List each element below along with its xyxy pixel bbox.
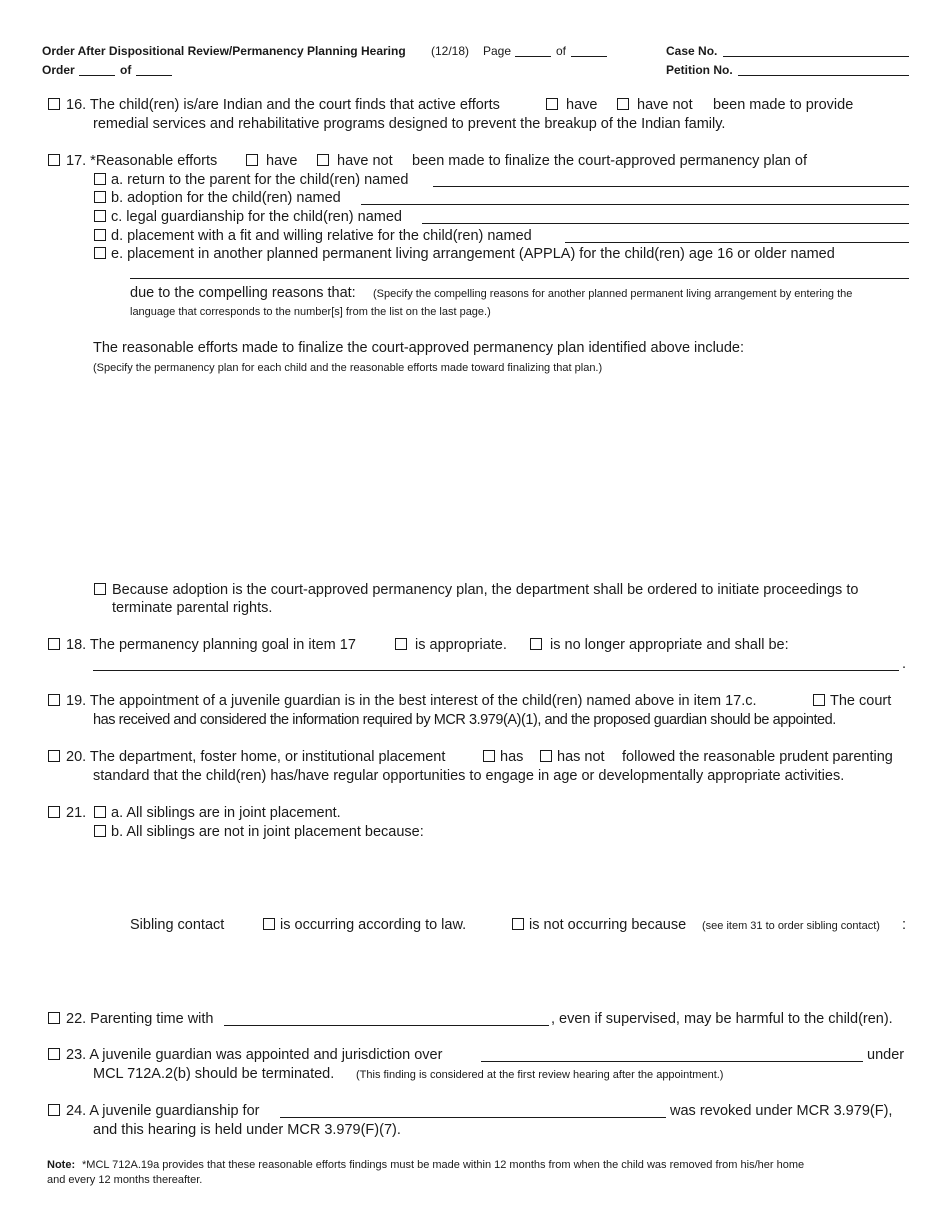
item17-checkbox[interactable] — [48, 154, 60, 166]
item16-text: 16. The child(ren) is/are Indian and the court finds that active efforts — [66, 97, 500, 113]
item16-have-not-checkbox[interactable] — [617, 98, 629, 110]
item24-text: 24. A juvenile guardianship for — [66, 1103, 260, 1119]
adoption-checkbox[interactable] — [94, 583, 106, 595]
form-code: (12/18) — [431, 44, 470, 58]
item17-text-end: been made to finalize the court-approved permanency plan of — [412, 153, 807, 169]
item23-checkbox[interactable] — [48, 1048, 60, 1060]
item18-appropriate-label: is appropriate. — [415, 637, 507, 653]
case-no-label: Case No. — [666, 44, 718, 58]
order-total-field[interactable] — [136, 75, 172, 76]
item20-has-not-checkbox[interactable] — [540, 750, 552, 762]
sibling-contact-label: Sibling contact — [130, 917, 225, 933]
efforts-note: (Specify the permanency plan for each child and the reasonable efforts made toward finalizing that plan.) — [93, 362, 603, 374]
note-line-2: and every 12 months thereafter. — [47, 1174, 203, 1186]
page-of-label: of — [556, 44, 567, 58]
page-total-field[interactable] — [571, 56, 607, 57]
item17b-label: b. adoption for the child(ren) named — [111, 190, 341, 206]
item16-have-checkbox[interactable] — [546, 98, 558, 110]
sibling-not-occurring-note: (see item 31 to order sibling contact) — [702, 920, 880, 932]
page-number-field[interactable] — [515, 56, 551, 57]
order-label: Order — [42, 63, 75, 77]
item17-have-not-label: have not — [337, 153, 393, 169]
item17b-name-field[interactable] — [361, 204, 909, 205]
efforts-text-area[interactable] — [93, 380, 909, 575]
item20-has-not-label: has not — [557, 749, 605, 765]
item20-checkbox[interactable] — [48, 750, 60, 762]
item18-not-appropriate-checkbox[interactable] — [530, 638, 542, 650]
item19-text: 19. The appointment of a juvenile guardian is in the best interest of the child(ren) named above in item 17.c. — [66, 693, 757, 709]
page-label: Page — [483, 44, 512, 58]
item21-checkbox[interactable] — [48, 806, 60, 818]
item22-text: 22. Parenting time with — [66, 1011, 214, 1027]
item17-have-checkbox[interactable] — [246, 154, 258, 166]
compelling-reasons-label: due to the compelling reasons that: — [130, 285, 356, 301]
item17e-label: e. placement in another planned permanent living arrangement (APPLA) for the child(ren) age 16 or older named — [111, 246, 835, 262]
item17c-checkbox[interactable] — [94, 210, 106, 222]
item24-child-field[interactable] — [280, 1117, 666, 1118]
item17d-name-field[interactable] — [565, 242, 909, 243]
compelling-reasons-note-1: (Specify the compelling reasons for another planned permanent living arrangement by entering the — [373, 288, 853, 300]
item17a-checkbox[interactable] — [94, 173, 106, 185]
item24-checkbox[interactable] — [48, 1104, 60, 1116]
item17a-label: a. return to the parent for the child(ren) named — [111, 172, 409, 188]
item20-text: 20. The department, foster home, or institutional placement — [66, 749, 446, 765]
adoption-line-2: terminate parental rights. — [112, 600, 273, 616]
item18-not-appropriate-label: is no longer appropriate and shall be: — [550, 637, 789, 653]
item20-has-checkbox[interactable] — [483, 750, 495, 762]
item17a-name-field[interactable] — [433, 186, 909, 187]
item23-note: (This finding is considered at the first review hearing after the appointment.) — [356, 1069, 724, 1081]
item21b-label: b. All siblings are not in joint placement because: — [111, 824, 424, 840]
item19-court-label: The court — [830, 693, 892, 709]
item19-line2: has received and considered the information required by MCR 3.979(A)(1), and the proposed guardian should be appointed. — [93, 712, 836, 728]
item23-text: 23. A juvenile guardian was appointed and jurisdiction over — [66, 1047, 443, 1063]
petition-no-label: Petition No. — [666, 63, 733, 77]
item16-have-not-label: have not — [637, 97, 693, 113]
item21-number: 21. — [66, 805, 87, 821]
case-no-field[interactable] — [723, 56, 909, 57]
item23-child-field[interactable] — [481, 1061, 863, 1062]
item17e-checkbox[interactable] — [94, 247, 106, 259]
item18-period: . — [902, 656, 907, 672]
sibling-colon: : — [902, 917, 907, 933]
sibling-not-occurring-label: is not occurring because — [529, 917, 687, 933]
sibling-not-occurring-checkbox[interactable] — [512, 918, 524, 930]
item16-checkbox[interactable] — [48, 98, 60, 110]
item17-have-label: have — [266, 153, 298, 169]
item18-text: 18. The permanency planning goal in item 17 — [66, 637, 356, 653]
item23-line2: MCL 712A.2(b) should be terminated. — [93, 1066, 335, 1082]
item18-appropriate-checkbox[interactable] — [395, 638, 407, 650]
item19-court-checkbox[interactable] — [813, 694, 825, 706]
sibling-occurring-label: is occurring according to law. — [280, 917, 467, 933]
compelling-reasons-note-2: language that corresponds to the number[s] from the list on the last page.) — [130, 306, 491, 318]
order-of-label: of — [120, 63, 132, 77]
order-number-field[interactable] — [79, 75, 115, 76]
item21b-reason-area[interactable] — [111, 845, 909, 905]
note-label: Note: — [47, 1159, 76, 1171]
item16-have-label: have — [566, 97, 598, 113]
item17-have-not-checkbox[interactable] — [317, 154, 329, 166]
sibling-reason-area[interactable] — [130, 938, 909, 993]
item22-text-end: , even if supervised, may be harmful to the child(ren). — [551, 1011, 893, 1027]
item17c-label: c. legal guardianship for the child(ren) named — [111, 209, 402, 225]
item24-text-end: was revoked under MCR 3.979(F), — [670, 1103, 893, 1119]
efforts-text: The reasonable efforts made to finalize the court-approved permanency plan identified above include: — [93, 340, 745, 356]
item18-goal-field[interactable] — [93, 670, 899, 671]
item16-text-end: been made to provide — [713, 97, 854, 113]
item21b-checkbox[interactable] — [94, 825, 106, 837]
item21a-label: a. All siblings are in joint placement. — [111, 805, 341, 821]
item18-checkbox[interactable] — [48, 638, 60, 650]
item20-line2: standard that the child(ren) has/have regular opportunities to engage in age or developmentally appropriate activities. — [93, 768, 845, 784]
sibling-occurring-checkbox[interactable] — [263, 918, 275, 930]
item17c-name-field[interactable] — [422, 223, 909, 224]
item23-text-end: under — [867, 1047, 905, 1063]
adoption-line-1: Because adoption is the court-approved permanency plan, the department shall be ordered to initiate proceedings to — [112, 582, 859, 598]
item20-text-end: followed the reasonable prudent parenting — [622, 749, 893, 765]
item22-checkbox[interactable] — [48, 1012, 60, 1024]
item22-parent-field[interactable] — [224, 1025, 549, 1026]
item17b-checkbox[interactable] — [94, 191, 106, 203]
item24-line2: and this hearing is held under MCR 3.979(F)(7). — [93, 1122, 401, 1138]
form-title: Order After Dispositional Review/Permanency Planning Hearing — [42, 44, 406, 58]
item19-checkbox[interactable] — [48, 694, 60, 706]
petition-no-field[interactable] — [738, 75, 909, 76]
item20-has-label: has — [500, 749, 524, 765]
item17e-name-field[interactable] — [130, 278, 909, 279]
note-line-1: *MCL 712A.19a provides that these reasonable efforts findings must be made within 12 months from when the child was removed from his/her home — [82, 1159, 805, 1171]
item17d-checkbox[interactable] — [94, 229, 106, 241]
item17-text: 17. *Reasonable efforts — [66, 153, 218, 169]
item17d-label: d. placement with a fit and willing relative for the child(ren) named — [111, 228, 532, 244]
item21a-checkbox[interactable] — [94, 806, 106, 818]
item16-line2: remedial services and rehabilitative programs designed to prevent the breakup of the Indian family. — [93, 116, 726, 132]
